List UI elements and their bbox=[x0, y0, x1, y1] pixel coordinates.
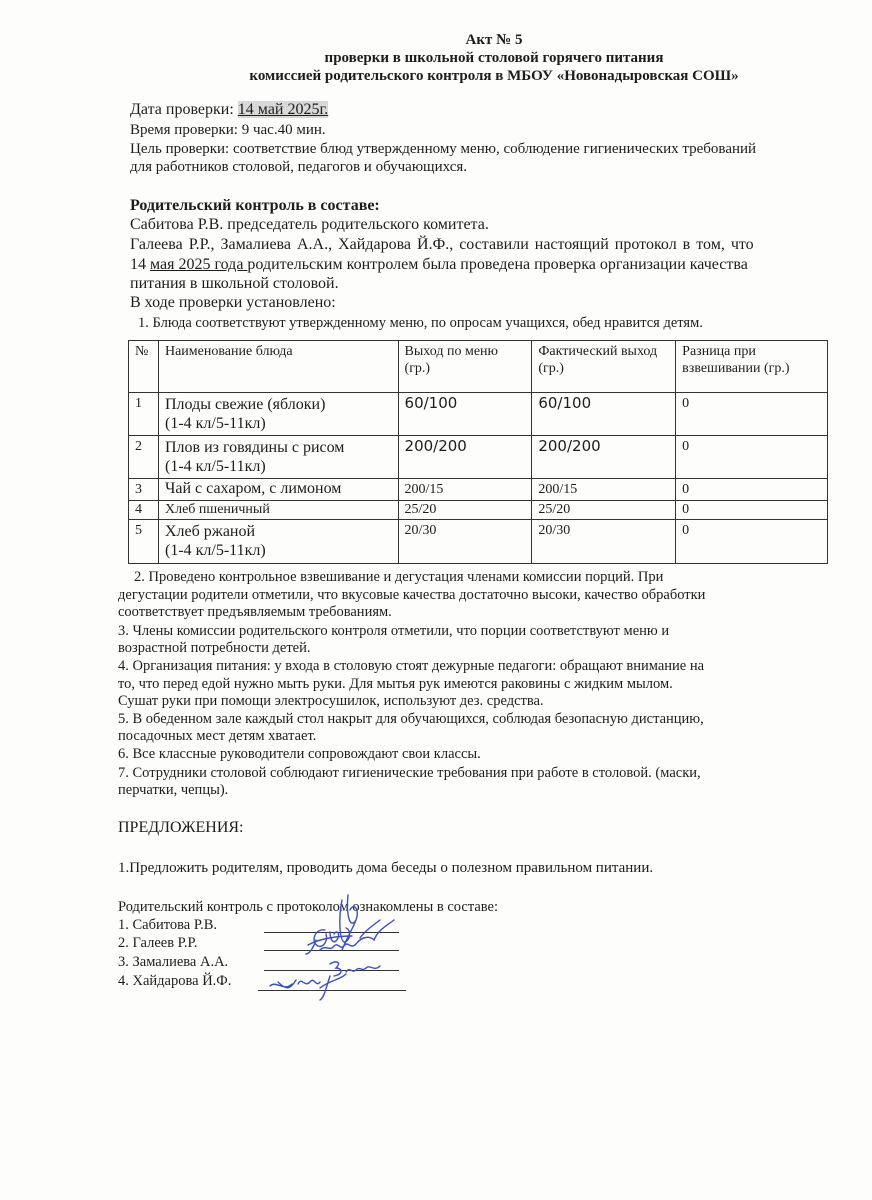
difference: 0 bbox=[676, 479, 828, 501]
table-row bbox=[129, 436, 828, 479]
row-number: 1 bbox=[129, 393, 159, 436]
difference: 0 bbox=[676, 501, 828, 520]
chair-line: Сабитова Р.В. председатель родительского комитета. bbox=[130, 216, 489, 233]
dish-name: Чай с сахаром, с лимоном bbox=[158, 479, 398, 501]
menu-yield: 60/100 bbox=[398, 393, 532, 436]
actual-yield: 200/15 bbox=[532, 479, 676, 501]
finding-line: 2. Проведено контрольное взвешивание и дегустация членами комиссии порций. При bbox=[134, 569, 664, 585]
date-line bbox=[130, 101, 328, 119]
purpose-line: для работников столовой, педагогов и обучающихся. bbox=[130, 159, 468, 175]
dish-title: Хлеб ржаной bbox=[164, 523, 256, 540]
table-row bbox=[129, 520, 828, 564]
dish-name bbox=[158, 520, 398, 564]
table-row bbox=[129, 479, 828, 501]
dish-name bbox=[158, 436, 398, 479]
row-number: 2 bbox=[129, 436, 159, 479]
header-number: № bbox=[129, 341, 159, 393]
finding-line: перчатки, чепцы). bbox=[118, 782, 229, 798]
menu-yield: 200/200 bbox=[398, 436, 532, 479]
finding-line: Сушат руки при помощи электросушилок, используют дез. средства. bbox=[118, 693, 544, 709]
signer-name: 3. Замалиева А.А. bbox=[118, 954, 229, 970]
date-rest: родительским контролем была проведена проверка организации качества bbox=[247, 256, 748, 273]
table-header-row bbox=[129, 341, 828, 393]
signer-name: 1. Сабитова Р.В. bbox=[118, 917, 218, 933]
menu-yield: 200/15 bbox=[398, 479, 532, 501]
dish-classes: (1-4 кл/5-11кл) bbox=[164, 415, 266, 432]
dish-name bbox=[158, 393, 398, 436]
proposals-heading: ПРЕДЛОЖЕНИЯ: bbox=[118, 819, 244, 836]
act-subtitle-school: комиссией родительского контроля в МБОУ «Новонадыровская СОШ» bbox=[249, 68, 739, 84]
header-menu-yield: Выход по меню (гр.) bbox=[398, 341, 532, 393]
dish-title: Плов из говядины с рисом bbox=[164, 439, 345, 456]
finding-1: 1. Блюда соответствуют утвержденному меню, по опросам учащихся, обед нравится детям. bbox=[138, 315, 703, 331]
finding-line: 4. Организация питания: у входа в столовую стоят дежурные педагоги: обращают внимание на bbox=[118, 658, 705, 674]
members-line: Галеева Р.Р., Замалиева А.А., Хайдарова Й.Ф., составили настоящий протокол в том, что bbox=[130, 236, 754, 253]
dish-title: Плоды свежие (яблоки) bbox=[164, 396, 326, 413]
act-subtitle: проверки в школьной столовой горячего питания bbox=[324, 50, 664, 66]
finding-line: 5. В обеденном зале каждый стол накрыт для обучающихся, соблюдая безопасную дистанцию, bbox=[118, 711, 704, 727]
finding-line: соответствует предъявляемым требованиям. bbox=[118, 604, 392, 620]
signatures-intro: Родительский контроль с протоколом ознакомлены в составе: bbox=[118, 899, 498, 915]
signer-name: 4. Хайдарова Й.Ф. bbox=[118, 973, 232, 989]
date-sentence bbox=[130, 256, 748, 274]
dish-classes: (1-4 кл/5-11кл) bbox=[164, 542, 266, 559]
table-row bbox=[129, 393, 828, 436]
finding-line: возрастной потребности детей. bbox=[118, 640, 311, 656]
header-dish: Наименование блюда bbox=[158, 341, 398, 393]
finding-line: дегустации родители отметили, что вкусовые качества достаточно высоки, качество обработки bbox=[118, 587, 706, 603]
difference: 0 bbox=[676, 393, 828, 436]
date-value: 14 май 2025г. bbox=[237, 101, 329, 118]
header-actual-yield: Фактический выход (гр.) bbox=[532, 341, 676, 393]
table-row bbox=[129, 501, 828, 520]
actual-yield: 60/100 bbox=[532, 393, 676, 436]
row-number: 5 bbox=[129, 520, 159, 564]
time-line: Время проверки: 9 час.40 мин. bbox=[130, 122, 326, 138]
dish-classes: (1-4 кл/5-11кл) bbox=[164, 458, 266, 475]
found-line: В ходе проверки установлено: bbox=[130, 294, 336, 311]
difference: 0 bbox=[676, 436, 828, 479]
composition-heading: Родительский контроль в составе: bbox=[130, 197, 380, 214]
finding-line: 6. Все классные руководители сопровождают свои классы. bbox=[118, 746, 481, 762]
date-prefix: 14 bbox=[130, 256, 150, 273]
menu-yield: 25/20 bbox=[398, 501, 532, 520]
finding-line: 7. Сотрудники столовой соблюдают гигиенические требования при работе в столовой. (маски, bbox=[118, 765, 701, 781]
finding-line: 3. Члены комиссии родительского контроля отметили, что порции соответствуют меню и bbox=[118, 623, 670, 639]
purpose-line: Цель проверки: соответствие блюд утвержденному меню, соблюдение гигиенических требований bbox=[130, 141, 757, 157]
finding-line: посадочных мест детям хватает. bbox=[118, 728, 317, 744]
row-number: 3 bbox=[129, 479, 159, 501]
act-title: Акт № 5 bbox=[465, 32, 523, 48]
actual-yield: 25/20 bbox=[532, 501, 676, 520]
proposal-item: 1.Предложить родителям, проводить дома беседы о полезном правильном питании. bbox=[118, 860, 654, 876]
header-difference: Разница при взвешивании (гр.) bbox=[676, 341, 828, 393]
composition-line: питания в школьной столовой. bbox=[130, 275, 339, 292]
date-label: Дата проверки: bbox=[130, 101, 238, 118]
dishes-table bbox=[128, 340, 828, 564]
menu-yield: 20/30 bbox=[398, 520, 532, 564]
actual-yield: 20/30 bbox=[532, 520, 676, 564]
row-number: 4 bbox=[129, 501, 159, 520]
dish-name: Хлеб пшеничный bbox=[158, 501, 398, 520]
date-underlined: мая 2025 года bbox=[150, 256, 248, 273]
handwritten-signatures bbox=[290, 880, 410, 1000]
finding-line: то, что перед едой нужно мыть руки. Для мытья рук имеются раковины с жидким мылом. bbox=[118, 676, 673, 692]
difference: 0 bbox=[676, 520, 828, 564]
actual-yield: 200/200 bbox=[532, 436, 676, 479]
signer-name: 2. Галеев Р.Р. bbox=[118, 935, 198, 951]
